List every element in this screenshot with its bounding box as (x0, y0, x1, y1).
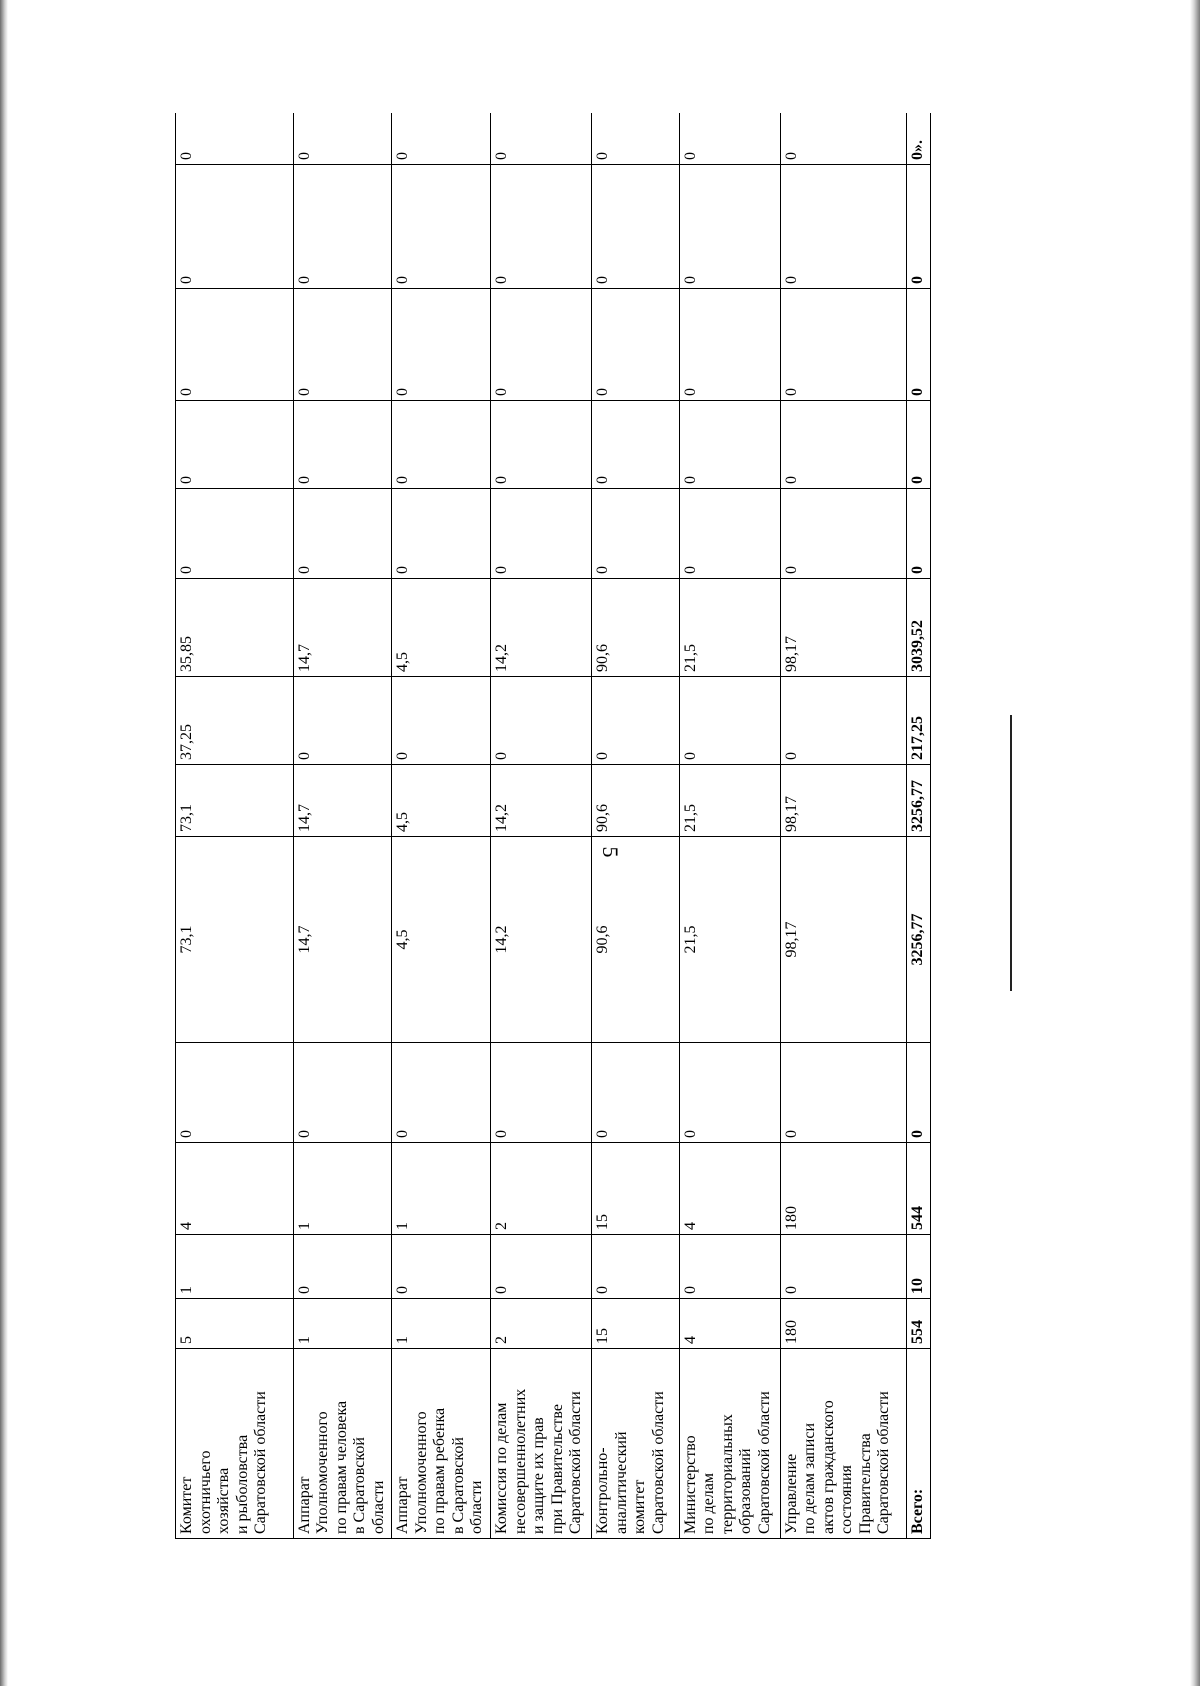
value-cell: 21,5 (679, 579, 780, 677)
value-cell: 0 (780, 113, 906, 165)
org-name-line: Саратовской области (567, 1391, 585, 1534)
value-cell: 0 (592, 289, 679, 401)
org-name-line: хозяйства (215, 1467, 232, 1534)
value-cell: 0 (392, 165, 491, 289)
table-row (780, 113, 906, 1539)
total-value-cell: 3256,77 (906, 837, 930, 1043)
table-frame (175, 113, 931, 1539)
org-name-line: и рыболовства (233, 1434, 251, 1534)
value-cell: 0 (679, 677, 780, 765)
total-label-cell: Всего: (906, 1349, 930, 1539)
value-cell: 0 (592, 1043, 679, 1143)
value-cell: 4 (679, 1299, 780, 1349)
value-cell: 0 (780, 289, 906, 401)
value-cell: 1 (392, 1143, 491, 1235)
org-name-line: Уполномоченного (412, 1411, 430, 1534)
org-name-line: в Саратовской (449, 1437, 467, 1534)
value-cell: 0 (392, 489, 491, 579)
org-name-cell (176, 1349, 294, 1539)
value-cell: 21,5 (679, 765, 780, 837)
org-name-line: территориальных (718, 1414, 736, 1534)
total-value-cell: 554 (906, 1299, 930, 1349)
total-value-cell: 0 (906, 401, 930, 489)
scan-edge-left (0, 0, 8, 1686)
value-cell: 0 (392, 1043, 491, 1143)
org-name-cell (592, 1349, 679, 1539)
table-row (592, 113, 679, 1539)
value-cell: 15 (592, 1299, 679, 1349)
value-cell: 0 (592, 489, 679, 579)
value-cell: 5 (176, 1299, 294, 1349)
value-cell: 0 (293, 289, 392, 401)
value-cell: 0 (491, 401, 592, 489)
value-cell: 0 (176, 401, 294, 489)
value-cell: 0 (592, 677, 679, 765)
org-name-line: и защите их прав (530, 1417, 548, 1534)
value-cell: 98,17 (780, 837, 906, 1043)
value-cell: 0 (491, 289, 592, 401)
value-cell: 0 (780, 1043, 906, 1143)
value-cell: 0 (392, 1235, 491, 1299)
org-name-line: аналитический (612, 1431, 630, 1534)
value-cell: 0 (293, 1043, 392, 1143)
value-cell: 4,5 (392, 837, 491, 1043)
value-cell: 0 (491, 1043, 592, 1143)
value-cell: 0 (679, 289, 780, 401)
value-cell: 180 (780, 1143, 906, 1235)
scan-edge-right (1190, 0, 1200, 1686)
value-cell: 0 (679, 165, 780, 289)
value-cell: 0 (592, 1235, 679, 1299)
value-cell: 14,2 (491, 765, 592, 837)
org-name-line: Контрольно- (594, 1447, 612, 1534)
value-cell: 0 (491, 165, 592, 289)
table-row (491, 113, 592, 1539)
org-name-line: Уполномоченного (314, 1411, 332, 1534)
table-row (293, 113, 392, 1539)
org-name-cell (679, 1349, 780, 1539)
org-name-line: в Саратовской (351, 1437, 369, 1534)
org-name-line: Правительства (856, 1433, 874, 1534)
value-cell: 35,85 (176, 579, 294, 677)
budget-table (175, 113, 931, 1539)
value-cell: 15 (592, 1143, 679, 1235)
total-value-cell: 3256,77 (906, 765, 930, 837)
org-name-line: Саратовской области (649, 1391, 667, 1534)
value-cell: 21,5 (679, 837, 780, 1043)
value-cell: 0 (780, 401, 906, 489)
org-name-line: по делам записи (801, 1422, 819, 1534)
page-number: 5 (598, 846, 623, 858)
org-name-line: области (468, 1480, 486, 1534)
value-cell: 0 (491, 677, 592, 765)
value-cell: 0 (491, 113, 592, 165)
table-rotator (175, 113, 931, 1539)
value-cell: 37,25 (176, 677, 294, 765)
value-cell: 0 (592, 113, 679, 165)
value-cell: 0 (780, 677, 906, 765)
closing-rule-line (1010, 715, 1012, 991)
org-name-cell (293, 1349, 392, 1539)
total-value-cell: 0 (906, 289, 930, 401)
table-body (176, 113, 931, 1539)
value-cell: 0 (679, 489, 780, 579)
value-cell: 0 (392, 677, 491, 765)
total-value-cell: 0 (906, 165, 930, 289)
org-name-line: по правам человека (332, 1400, 350, 1534)
value-cell: 0 (679, 401, 780, 489)
value-cell: 0 (176, 289, 294, 401)
total-value-cell: 0 (906, 489, 930, 579)
value-cell: 0 (679, 1043, 780, 1143)
value-cell: 14,7 (293, 837, 392, 1043)
org-name-line: несовершеннолетних (511, 1388, 529, 1534)
org-name-line: Аппарат (295, 1476, 313, 1534)
org-name-cell (491, 1349, 592, 1539)
org-name-line: области (369, 1480, 387, 1534)
value-cell: 1 (392, 1299, 491, 1349)
org-name-line: Управление (782, 1453, 800, 1534)
value-cell: 180 (780, 1299, 906, 1349)
org-name-line: Комиссия по делам (493, 1402, 511, 1534)
value-cell: 1 (293, 1143, 392, 1235)
org-name-line: Саратовской области (755, 1391, 773, 1534)
table-total-row (906, 113, 930, 1539)
table-row (176, 113, 294, 1539)
value-cell: 0 (176, 1043, 294, 1143)
value-cell: 4 (679, 1143, 780, 1235)
total-value-cell: 3039,52 (906, 579, 930, 677)
total-value-cell: 217,25 (906, 677, 930, 765)
value-cell: 1 (176, 1235, 294, 1299)
value-cell: 90,6 (592, 765, 679, 837)
org-name-line: Саратовской области (252, 1391, 269, 1534)
value-cell: 0 (491, 489, 592, 579)
value-cell: 14,7 (293, 765, 392, 837)
value-cell: 0 (780, 165, 906, 289)
value-cell: 14,2 (491, 837, 592, 1043)
org-name-line: Саратовской области (875, 1391, 893, 1534)
org-name-line: состояния (838, 1465, 856, 1534)
org-name-line: актов гражданского (819, 1400, 837, 1534)
value-cell: 0 (392, 289, 491, 401)
value-cell: 98,17 (780, 579, 906, 677)
value-cell: 2 (491, 1299, 592, 1349)
org-name-line: образований (737, 1448, 755, 1534)
value-cell: 90,6 (592, 579, 679, 677)
value-cell: 0 (679, 113, 780, 165)
value-cell: 1 (293, 1299, 392, 1349)
org-name-line: охотничьего (196, 1450, 214, 1534)
value-cell: 0 (293, 401, 392, 489)
value-cell: 90,6 (592, 837, 679, 1043)
value-cell: 0 (293, 165, 392, 289)
total-value-cell: 0». (906, 113, 930, 165)
value-cell: 0 (780, 489, 906, 579)
value-cell: 0 (293, 1235, 392, 1299)
value-cell: 0 (176, 113, 294, 165)
value-cell: 0 (293, 677, 392, 765)
value-cell: 4 (176, 1143, 294, 1235)
org-name-line: комитет (631, 1479, 649, 1534)
total-value-cell: 544 (906, 1143, 930, 1235)
org-name-cell (780, 1349, 906, 1539)
value-cell: 0 (176, 489, 294, 579)
org-name-cell (392, 1349, 491, 1539)
value-cell: 0 (592, 165, 679, 289)
value-cell: 4,5 (392, 765, 491, 837)
total-value-cell: 0 (906, 1043, 930, 1143)
value-cell: 98,17 (780, 765, 906, 837)
total-value-cell: 10 (906, 1235, 930, 1299)
value-cell: 0 (293, 489, 392, 579)
value-cell: 4,5 (392, 579, 491, 677)
value-cell: 14,2 (491, 579, 592, 677)
value-cell: 0 (679, 1235, 780, 1299)
org-name-line: Комитет (178, 1476, 195, 1534)
org-name-line: Министерство (681, 1435, 699, 1534)
org-name-line: по делам (700, 1472, 718, 1534)
org-name-line: по правам ребенка (431, 1407, 449, 1534)
value-cell: 14,7 (293, 579, 392, 677)
value-cell: 0 (491, 1235, 592, 1299)
value-cell: 73,1 (176, 765, 294, 837)
org-name-line: Аппарат (394, 1476, 412, 1534)
table-row (392, 113, 491, 1539)
value-cell: 0 (392, 401, 491, 489)
value-cell: 0 (392, 113, 491, 165)
value-cell: 0 (293, 113, 392, 165)
org-name-line: при Правительстве (548, 1404, 566, 1534)
value-cell: 0 (592, 401, 679, 489)
value-cell: 73,1 (176, 837, 294, 1043)
value-cell: 0 (176, 165, 294, 289)
value-cell: 0 (780, 1235, 906, 1299)
table-row (679, 113, 780, 1539)
value-cell: 2 (491, 1143, 592, 1235)
